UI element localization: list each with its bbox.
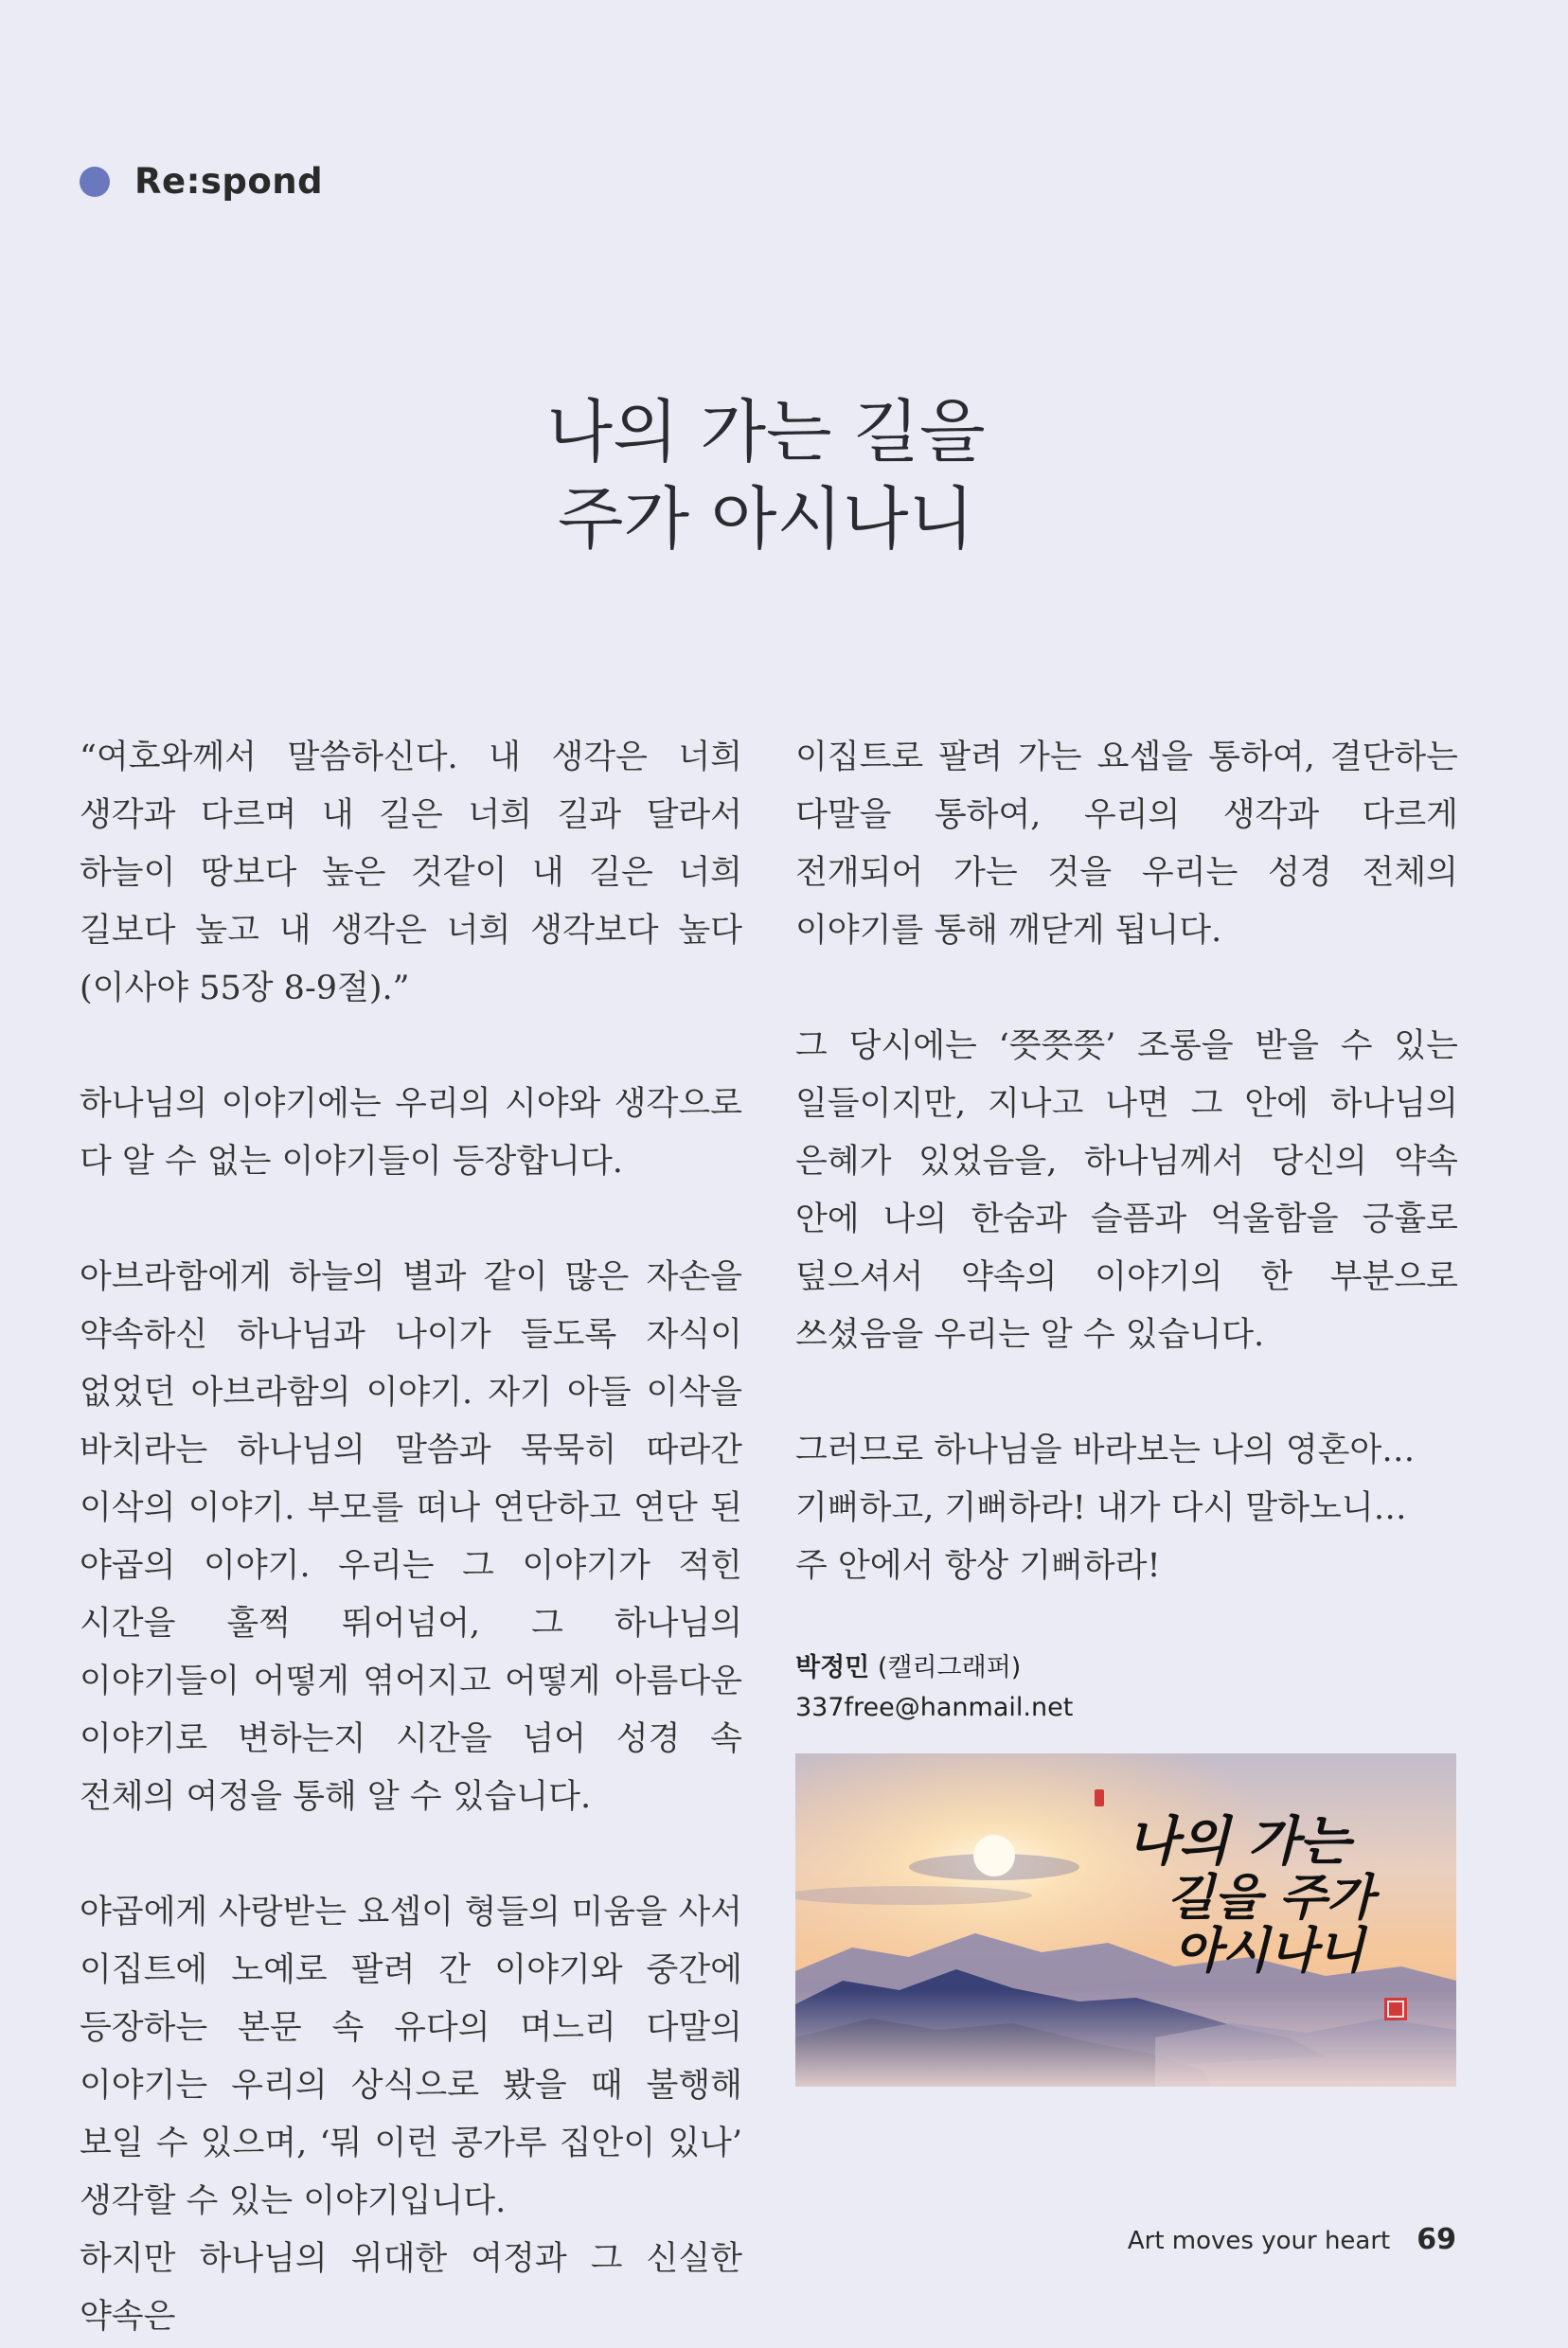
- footer-tagline: Art moves your heart: [1127, 2227, 1391, 2255]
- closing-line: 그러므로 하나님을 바라보는 나의 영혼아…: [795, 1432, 1416, 1469]
- closing-line: 기뻐하고, 기뻐하라! 내가 다시 말하노니…: [795, 1489, 1407, 1527]
- seal-icon: [1095, 1789, 1104, 1806]
- calligraphy-line-3: 아시나니: [1174, 1922, 1364, 1980]
- paragraph: 아브라함에게 하늘의 별과 같이 많은 자손을 약속하신 하나님과 나이가 들도록 자식이 없었던 아브라함의 이야기. 자기 아들 이삭을 바치라는 하나님의 말씀과 묵묵히 따라간 이삭의 이야기. 부모를 떠나 연단하고 연단 된 야곱의 이야기. 우리는 그 이야기가 적힌 시간을 훌쩍 뛰어넘어, 그 하나님의 이야기들이 어떻게 엮어지고 어떻게 아름다운 이야기로 변하는지 시간을 넘어 성경 속 전체의 여정을 통해 알 수 있습니다.: [80, 1258, 742, 1816]
- section-tag: [80, 161, 323, 202]
- artwork-image: [795, 1753, 1456, 2087]
- section-label: Re:spond: [134, 161, 324, 202]
- paragraph: “여호와께서 말씀하신다. 내 생각은 너희 생각과 다르며 내 길은 너희 길과 달라서 하늘이 땅보다 높은 것같이 내 길은 너희 길보다 높고 내 생각은 너희 생각보다 높다(이사야 55장 8-9절).”: [80, 738, 742, 1007]
- right-column: [795, 729, 1458, 1728]
- closing-line: 주 안에서 항상 기뻐하라!: [795, 1547, 1161, 1585]
- calligraphy-artwork: [795, 1753, 1456, 2087]
- calligraphy-line-2: 길을 주가: [1167, 1869, 1375, 1927]
- author-role: (캘리그래퍼): [877, 1653, 1022, 1682]
- article-title: [0, 388, 1532, 562]
- author-credit: [795, 1648, 1458, 1728]
- page-footer: [1128, 2223, 1456, 2256]
- left-column: [80, 729, 742, 2346]
- title-line-1: 나의 가는 길을: [546, 392, 986, 471]
- paragraph: 그 당시에는 ‘쯧쯧쯧’ 조롱을 받을 수 있는 일들이지만, 지나고 나면 그 안에 하나님의 은혜가 있었음을, 하나님께서 당신의 약속 안에 나의 한숨과 슬픔과 억울함을 긍휼로 덮으셔서 약속의 이야기의 한 부분으로 쓰셨음을 우리는 알 수 있습니다.: [795, 1027, 1458, 1354]
- paragraph: 이집트로 팔려 가는 요셉을 통하여, 결단하는 다말을 통하여, 우리의 생각과 다르게 전개되어 가는 것을 우리는 성경 전체의 이야기를 통해 깨닫게 됩니다.: [795, 738, 1458, 950]
- calligraphy-line-1: 나의 가는: [1127, 1810, 1350, 1873]
- paragraph: 야곱에게 사랑받는 요셉이 형들의 미움을 사서 이집트에 노예로 팔려 간 이야기와 중간에 등장하는 본문 속 유다의 며느리 다말의 이야기는 우리의 상식으로 봤을 때 불행해 보일 수 있으며, ‘뭐 이런 콩가루 집안이 있나’ 생각할 수 있는 이야기입니다.: [80, 1894, 742, 2220]
- paragraph: 하나님의 이야기에는 우리의 시야와 생각으로 다 알 수 없는 이야기들이 등장합니다.: [80, 1085, 742, 1181]
- paragraph: 하지만 하나님의 위대한 여정과 그 신실한 약속은: [80, 2240, 742, 2336]
- page-number: 69: [1417, 2223, 1456, 2256]
- author-email: 337free@hanmail.net: [795, 1693, 1074, 1722]
- section-dot-icon: [80, 167, 110, 197]
- author-name: 박정민: [795, 1653, 870, 1682]
- title-line-2: 주가 아시나니: [557, 479, 975, 559]
